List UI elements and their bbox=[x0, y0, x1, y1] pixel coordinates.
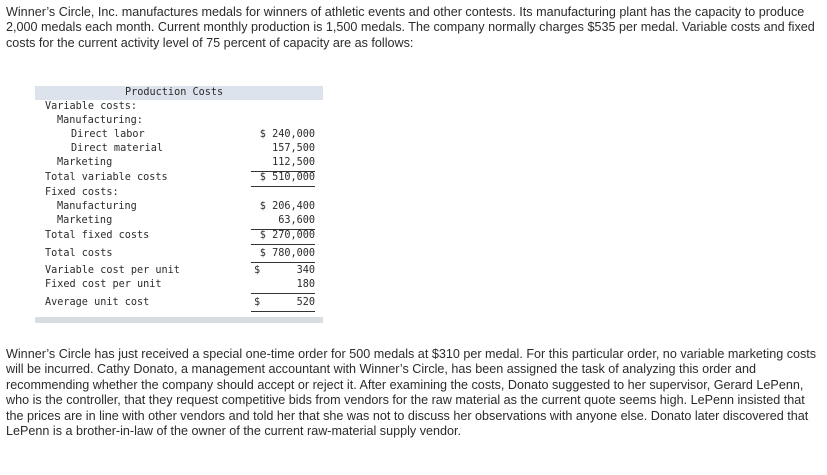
table-row bbox=[35, 297, 323, 311]
table-row bbox=[35, 187, 323, 201]
row-value: 157,500 bbox=[272, 143, 315, 154]
table-row bbox=[35, 115, 323, 129]
intro-paragraph: Winner’s Circle, Inc. manufactures medals for winners of athletic events and other contests. Its manufacturing plant has the capacity to produce 2,000 medals each month. Current monthly production is 1,500 medals. The company normally charges $535 per medal. Variable costs and fixed costs for the current activity level of 75 percent of capacity are as follows: bbox=[6, 5, 815, 50]
row-label: Manufacturing bbox=[57, 201, 137, 212]
table-row bbox=[35, 129, 323, 143]
row-value: 112,500 bbox=[272, 157, 315, 168]
row-value: $ 206,400 bbox=[259, 201, 315, 212]
row-label: Marketing bbox=[57, 215, 113, 226]
table-row bbox=[35, 101, 323, 115]
table-header-title: Production Costs bbox=[125, 87, 224, 98]
table-row bbox=[35, 201, 323, 215]
row-currency: $ bbox=[254, 297, 261, 308]
row-label: Fixed costs: bbox=[45, 187, 119, 198]
row-value: $ 510,000 bbox=[259, 172, 315, 183]
case-paragraph: Winner’s Circle has just received a special one-time order for 500 medals at $310 per medal. For this particular order, no variable marketing costs will be incurred. Cathy Donato, a management accountant with Winner’s Circle, has been assigned the task of analyzing this order and recommending whether the company should accept or reject it. After examining the costs, Donato suggested to her supervisor, Gerard LePenn, who is the controller, that they request competitive bids from vendors for the raw material as the current quote seems high. LePenn insisted that the prices are in line with other vendors and told her that she was not to discuss her observations with anyone else. Donato later discovered that LePenn is a brother-in-law of the owner of the current raw-material supply vendor. bbox=[6, 347, 817, 439]
row-label: Direct material bbox=[71, 143, 164, 154]
row-label: Average unit cost bbox=[45, 297, 150, 308]
row-value: 520 bbox=[296, 297, 315, 308]
total-underline bbox=[251, 244, 315, 245]
table-row bbox=[35, 172, 323, 186]
table-row bbox=[35, 230, 323, 244]
row-label: Fixed cost per unit bbox=[45, 279, 162, 290]
row-label: Total fixed costs bbox=[45, 230, 150, 241]
total-underline bbox=[251, 262, 315, 263]
row-value: $ 240,000 bbox=[259, 129, 315, 140]
row-value: $ 780,000 bbox=[259, 248, 315, 259]
subtotal-underline bbox=[251, 293, 315, 294]
row-label: Variable cost per unit bbox=[45, 265, 180, 276]
table-header bbox=[35, 86, 323, 100]
total-underline bbox=[251, 311, 315, 312]
row-label: Manufacturing: bbox=[57, 115, 143, 126]
row-value: 340 bbox=[296, 265, 315, 276]
table-footer-bar bbox=[35, 317, 323, 323]
table-row bbox=[35, 265, 323, 279]
table-row bbox=[35, 157, 323, 171]
row-label: Marketing bbox=[57, 157, 113, 168]
table-row bbox=[35, 248, 323, 262]
row-label: Total variable costs bbox=[45, 172, 168, 183]
row-value: 180 bbox=[296, 279, 315, 290]
production-costs-table bbox=[35, 86, 323, 311]
row-label: Direct labor bbox=[71, 129, 145, 140]
row-label: Variable costs: bbox=[45, 101, 138, 112]
row-value: $ 270,000 bbox=[259, 230, 315, 241]
row-label: Total costs bbox=[45, 248, 113, 259]
table-row bbox=[35, 279, 323, 293]
row-currency: $ bbox=[254, 265, 261, 276]
row-value: 63,600 bbox=[278, 215, 315, 226]
table-row bbox=[35, 215, 323, 229]
table-row bbox=[35, 143, 323, 157]
